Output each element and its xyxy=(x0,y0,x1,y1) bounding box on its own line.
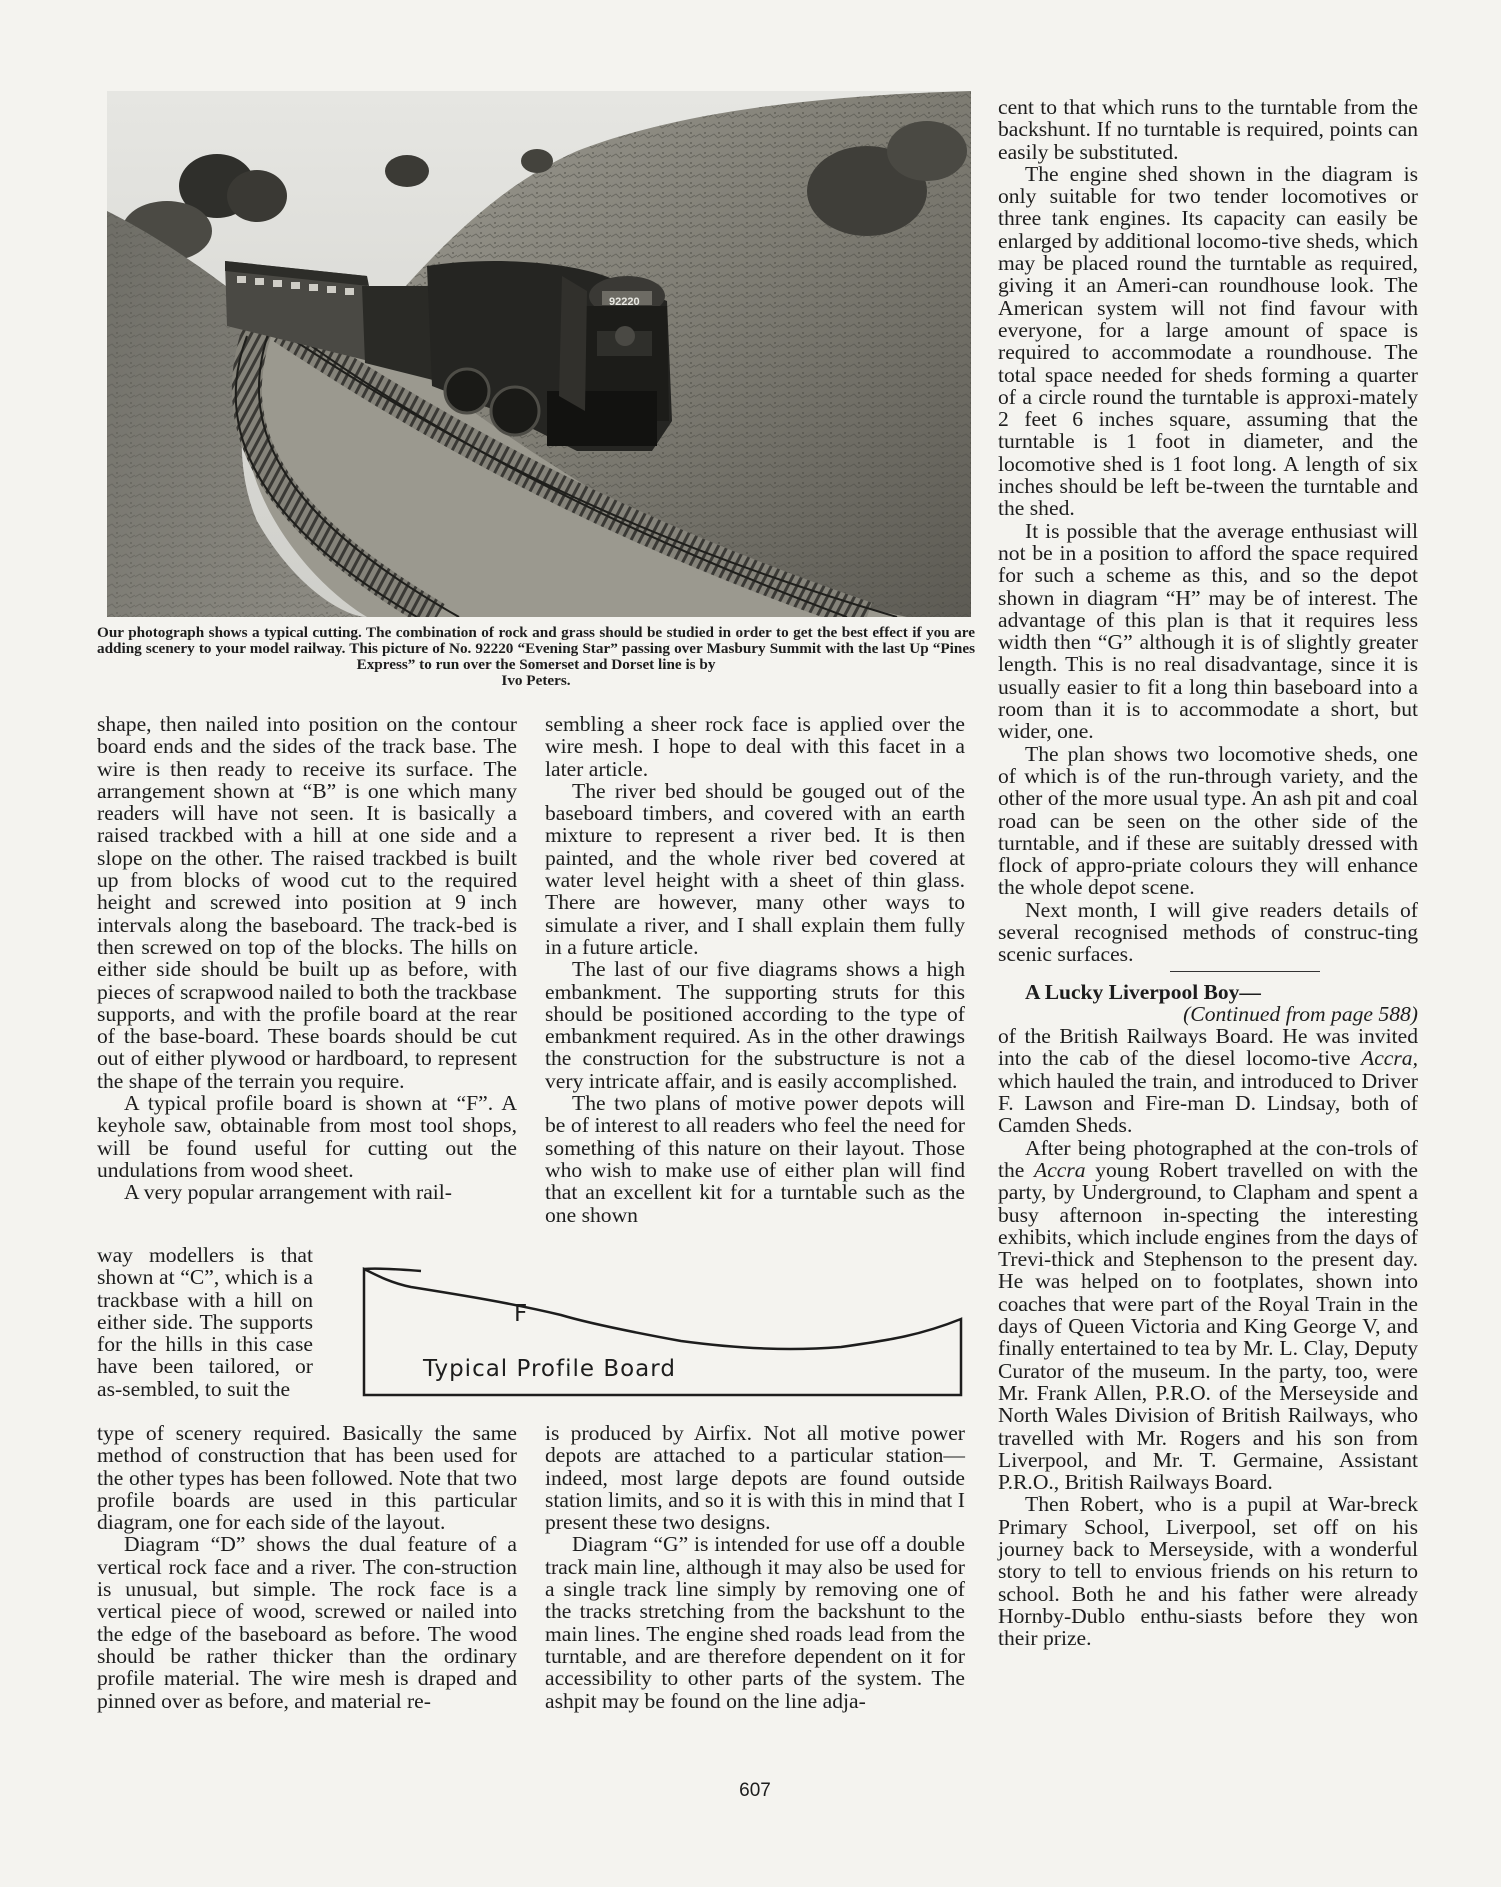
col3-paragraph-6 xyxy=(998,1025,1418,1136)
photo-caption xyxy=(97,625,975,689)
loco-number-plate: 92220 xyxy=(609,296,640,308)
photo-caption-text: Our photograph shows a typical cutting. The combination of rock and grass should be studied in order to get the best effect if you are adding scenery to your model railway. This picture of No. 92220 “Evening Star” passing over Masbury Summit with the last Up “Pines Express” to run over the Somerset and Dorset line is by xyxy=(97,624,975,673)
diagram-label: Typical Profile Board xyxy=(423,1356,676,1382)
col1-paragraph-2: A typical profile board is shown at “F”. A keyhole saw, obtainable from most tool shops, will be found useful for cutting out the undulations from wood sheet. xyxy=(97,1091,517,1182)
col2-paragraph-1: sembling a sheer rock face is applied over the wire mesh. I hope to deal with this facet in a later article. xyxy=(545,712,965,781)
col2-paragraph-6: Diagram “G” is intended for use off a double track main line, although it may also be used for a single track line simply by removing one of the tracks stretching from the backshunt to the main lines. The engine shed roads lead from the turntable, and are therefore dependent on it for accessibility to other parts of the system. The ashpit may be found on the line adja- xyxy=(545,1532,965,1713)
col1-paragraph-3-narrow: way modellers is that shown at “C”, which is a trackbase with a hill on either side. The supports for the hills in this case have been tailored, or as-sembled, to suit the xyxy=(97,1243,313,1401)
column-1-narrow xyxy=(97,1244,313,1400)
col2-paragraph-5: is produced by Airfix. Not all motive power depots are attached to a particular station—indeed, most large depots are found outside station limits, and so it is with this in mind that I present these two designs. xyxy=(545,1421,965,1535)
col1-paragraph-3-rest: type of scenery required. Basically the same method of construction that has been used for the other types has been followed. Note that two profile boards are used in this particular diagram, one for each side of the layout. xyxy=(97,1421,517,1535)
col2-paragraph-4: The two plans of motive power depots will be of interest to all readers who feel the need for something of this nature on their layout. Those who wish to make use of either plan will find that an excellent kit for a turntable such as the one shown xyxy=(545,1091,965,1227)
col1-paragraph-3-start: A very popular arrangement with rail- xyxy=(124,1180,452,1205)
column-2 xyxy=(545,713,965,1226)
locomotive-name-accra: Accra, xyxy=(1361,1046,1418,1071)
col3-paragraph-4: The plan shows two locomotive sheds, one of which is of the run-through variety, and the other of the more usual type. An ash pit and coal road can be seen on the other side of the turntable, and if these are suitably dressed with flock of appro-priate colours they will enhance the whole depot scene. xyxy=(998,741,1418,900)
col3-paragraph-6-b: which hauled the train, and introduced to Driver F. Lawson and Fire-man D. Lindsay, both of Camden Sheds. xyxy=(998,1068,1418,1138)
column-3 xyxy=(998,96,1418,1649)
article-heading: A Lucky Liverpool Boy— xyxy=(1025,979,1261,1004)
column-1-lower xyxy=(97,1422,517,1712)
photo-illustration xyxy=(107,91,971,617)
col1-paragraph-1: shape, then nailed into position on the contour board ends and the sides of the track base. The wire is then ready to receive its surface. The arrangement shown at “B” is one which many readers will have not seen. It is basically a raised trackbed with a hill at one side and a slope on the other. The raised trackbed is built up from blocks of wood cut to the required height and screwed into position at 9 inch intervals along the baseboard. The track-bed is then screwed on top of the blocks. The hills on either side should be built up as before, with pieces of scrapwood nailed to both the trackbase supports, and with the profile board at the rear of the base-board. These boards should be cut out of either plywood or hardboard, to represent the shape of the terrain you require. xyxy=(97,712,517,1093)
col3-paragraph-5: Next month, I will give readers details of several recognised methods of construc-ting scenic surfaces. xyxy=(998,897,1418,967)
locomotive-cutting-photo xyxy=(107,91,971,617)
continued-note: (Continued from page 588) xyxy=(1183,1001,1418,1026)
locomotive-name-accra-2: Accra xyxy=(1034,1157,1086,1182)
column-1 xyxy=(97,713,517,1204)
col3-paragraph-2: The engine shed shown in the diagram is only suitable for two tender locomotives or three tank engines. Its capacity can easily be enlarged by additional locomo-tive sheds, which may be placed round the turntable as required, giving it an Ameri-can roundhouse look. The American system will not find favour with everyone, for a large amount of space is required to accommodate a roundhouse. The total space needed for sheds forming a quarter of a circle round the turntable is approxi-mately 2 feet 6 inches square, assuming that the turntable is 1 foot in diameter, and the locomotive shed is 1 foot long. A length of six inches should be left be-tween the turntable and the shed. xyxy=(998,161,1418,521)
column-2-lower xyxy=(545,1422,965,1712)
col3-paragraph-6-a: of the British Railways Board. He was invited into the cab of the diesel locomo-tive xyxy=(998,1024,1418,1071)
col3-paragraph-8: Then Robert, who is a pupil at War-breck Primary School, Liverpool, set off on his journey back to Merseyside, with a wonderful story to tell to envious friends on his return to school. Both he and his father were already Hornby-Dublo enthu-siasts before they won their prize. xyxy=(998,1492,1418,1651)
col2-paragraph-3: The last of our five diagrams shows a high embankment. The supporting struts for this should be positioned according to the type of embankment required. As in the other drawings the construction for the substructure is not a very intricate affair, and is easily accomplished. xyxy=(545,957,965,1093)
col3-paragraph-7 xyxy=(998,1137,1418,1494)
diagram-letter-f: F xyxy=(514,1301,528,1327)
photo-credit: Ivo Peters. xyxy=(501,672,571,689)
col3-paragraph-7-a: After being photographed at the con-trols of the xyxy=(998,1135,1418,1182)
col3-paragraph-1: cent to that which runs to the turntable from the backshunt. If no turntable is required, points can easily be substituted. xyxy=(998,95,1418,164)
col3-paragraph-3: It is possible that the average enthusiast will not be in a position to afford the space required for such a scheme as this, and so the depot shown in diagram “H” may be of interest. The advantage of this plan is that it requires less width then “G” although it is of slightly greater length. This is no real disadvantage, since it is usually easier to fit a long thin baseboard into a room than it is to accommodate a short, but wider, one. xyxy=(998,518,1418,744)
section-divider xyxy=(1170,971,1320,972)
col2-paragraph-2: The river bed should be gouged out of the baseboard timbers, and covered with an earth mixture to represent a river bed. It is then painted, and the whole river bed covered at water level height with a sheet of thin glass. There are however, many other ways to simulate a river, and I shall explain them fully in a future article. xyxy=(545,778,965,959)
col1-paragraph-4: Diagram “D” shows the dual feature of a vertical rock face and a river. The con-struction is unusual, but simple. The rock face is a vertical piece of wood, screwed or nailed into the edge of the baseboard as before. The wood should be rather thicker than the ordinary profile material. The wire mesh is draped and pinned over as before, and material re- xyxy=(97,1532,517,1713)
profile-board-diagram xyxy=(361,1265,964,1401)
col3-paragraph-7-b: young Robert travelled on with the party, by Underground, to Clapham and spent a busy afternoon in-specting the interesting exhibits, which include engines from the days of Trevi-thick and Stephenson to the present day. He was helped on to footplates, shown into coaches that were part of the Royal Train in the days of Queen Victoria and King George V, and finally entertained to tea by Mr. L. Clay, Deputy Curator of the museum. In the party, too, were Mr. Frank Allen, P.R.O. of the Merseyside and North Wales Division of British Railways, who travelled with Mr. Rogers and his son from Liverpool, and Mr. T. Germaine, Assistant P.R.O., British Railways Board. xyxy=(998,1157,1419,1495)
page-number: 607 xyxy=(739,1780,771,1801)
